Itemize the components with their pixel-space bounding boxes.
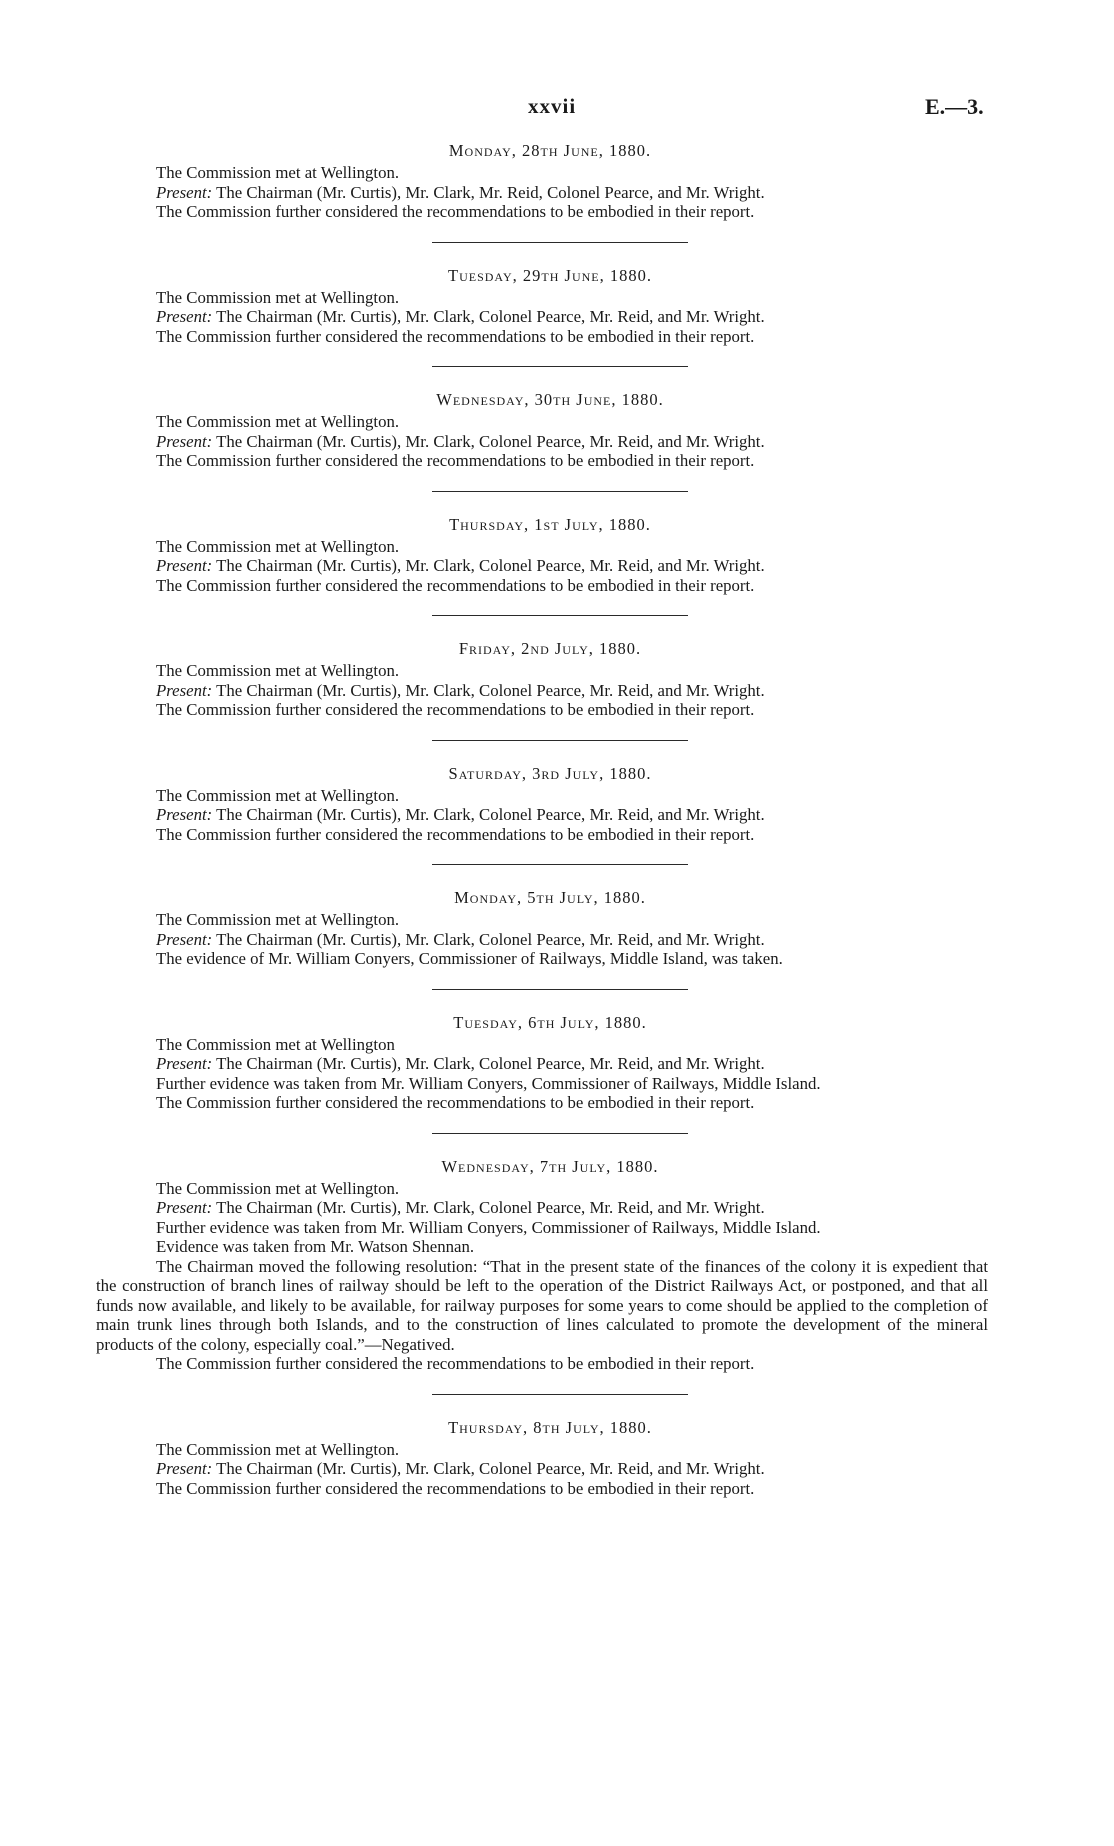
- attendance-list: The Chairman (Mr. Curtis), Mr. Clark, Colonel Pearce, Mr. Reid, and Mr. Wright.: [216, 556, 765, 575]
- minutes-entry: [96, 389, 988, 471]
- entry-paragraph: Evidence was taken from Mr. Watson Shennan.: [156, 1237, 475, 1256]
- divider-rule: [432, 366, 688, 367]
- entry-paragraph: The Commission further considered the recommendations to be embodied in their report.: [156, 202, 755, 221]
- entry-date: Wednesday, 7th July, 1880.: [441, 1156, 659, 1176]
- entry-date: Friday, 2nd July, 1880.: [458, 639, 642, 658]
- attendance-paragraph: [96, 183, 988, 203]
- attendance-paragraph: [96, 1054, 988, 1074]
- attendance-list: The Chairman (Mr. Curtis), Mr. Clark, Colonel Pearce, Mr. Reid, and Mr. Wright.: [216, 307, 765, 326]
- present-label: Present:: [156, 307, 213, 326]
- attendance-paragraph: [96, 307, 988, 327]
- entry-date: Monday, 5th July, 1880.: [454, 888, 646, 907]
- minutes-entry: [96, 763, 988, 845]
- present-label: Present:: [156, 1054, 213, 1073]
- divider-rule: [432, 1133, 688, 1134]
- minutes-entry: [96, 1417, 988, 1499]
- document-reference: E.—3.: [925, 94, 984, 119]
- entry-paragraph: Further evidence was taken from Mr. William Conyers, Commissioner of Railways, Middle Island.: [156, 1073, 821, 1093]
- entry-paragraph: The Commission further considered the recommendations to be embodied in their report.: [156, 700, 755, 719]
- attendance-list: The Chairman (Mr. Curtis), Mr. Clark, Mr. Reid, Colonel Pearce, and Mr. Wright.: [216, 182, 765, 202]
- entry-date: Wednesday, 30th June, 1880.: [436, 390, 664, 409]
- entry-date: Tuesday, 6th July, 1880.: [453, 1012, 647, 1032]
- present-label: Present:: [156, 1459, 213, 1478]
- minutes-entry: [96, 887, 988, 969]
- present-label: Present:: [156, 929, 213, 949]
- entry-paragraph: The Commission further considered the recommendations to be embodied in their report.: [156, 1093, 755, 1112]
- entry-paragraph: The Commission met at Wellington.: [156, 1439, 400, 1459]
- entry-paragraph: The Commission met at Wellington.: [156, 536, 400, 556]
- page-header: [0, 94, 1114, 124]
- attendance-paragraph: [96, 681, 988, 701]
- minutes-entry: [96, 1156, 988, 1374]
- divider-rule: [432, 615, 688, 616]
- attendance-paragraph: [96, 1198, 988, 1218]
- attendance-list: The Chairman (Mr. Curtis), Mr. Clark, Colonel Pearce, Mr. Reid, and Mr. Wright.: [216, 431, 765, 451]
- entry-paragraph: The Commission met at Wellington.: [156, 412, 400, 431]
- minutes-entry: [96, 1012, 988, 1113]
- minutes-entry: [96, 140, 988, 222]
- entry-date: Saturday, 3rd July, 1880.: [448, 763, 652, 783]
- entry-paragraph: The Commission further considered the recommendations to be embodied in their report.: [156, 1354, 755, 1373]
- entry-paragraph: The Commission met at Wellington.: [156, 661, 400, 680]
- attendance-paragraph: [96, 432, 988, 452]
- entry-date: Tuesday, 29th June, 1880.: [448, 265, 652, 285]
- entry-date: Thursday, 1st July, 1880.: [449, 514, 651, 534]
- entry-paragraph: The Commission met at Wellington.: [156, 287, 400, 307]
- entry-paragraph: The Commission further considered the recommendations to be embodied in their report.: [156, 1478, 755, 1498]
- present-label: Present:: [156, 680, 213, 700]
- minutes-entry: [96, 265, 988, 347]
- attendance-list: The Chairman (Mr. Curtis), Mr. Clark, Colonel Pearce, Mr. Reid, and Mr. Wright.: [216, 929, 765, 949]
- divider-rule: [432, 1394, 688, 1395]
- divider-rule: [432, 491, 688, 492]
- attendance-list: The Chairman (Mr. Curtis), Mr. Clark, Colonel Pearce, Mr. Reid, and Mr. Wright.: [216, 1054, 765, 1073]
- present-label: Present:: [156, 1198, 213, 1217]
- entry-date: Thursday, 8th July, 1880.: [448, 1417, 652, 1437]
- divider-rule: [432, 989, 688, 990]
- present-label: Present:: [156, 556, 213, 575]
- entry-paragraph: The Commission met at Wellington.: [156, 910, 400, 929]
- attendance-list: The Chairman (Mr. Curtis), Mr. Clark, Colonel Pearce, Mr. Reid, and Mr. Wright.: [216, 680, 765, 700]
- entry-paragraph: The Commission further considered the recommendations to be embodied in their report.: [156, 575, 755, 595]
- entry-paragraph: The Commission further considered the recommendations to be embodied in their report.: [156, 326, 755, 346]
- attendance-paragraph: [96, 805, 988, 825]
- entry-paragraph: The Commission met at Wellington.: [156, 1178, 400, 1198]
- entry-paragraph: Further evidence was taken from Mr. William Conyers, Commissioner of Railways, Middle Island.: [156, 1217, 821, 1237]
- minutes-entry: [96, 514, 988, 596]
- resolution-paragraph: The Chairman moved the following resolution: “That in the present state of the finances of the colony it is expedient that the construction of branch lines of railway should be left to the operation of the District Railways Act, or postponed, and that all funds now available, and likely to be available, for railway purposes for some years to come should be applied to the completion of main trunk lines through both Islands, and to the construction of lines calculated to promote the development of the mineral products of the colony, especially coal.”—Negatived.: [96, 1256, 988, 1354]
- minutes-content: [96, 140, 988, 1498]
- divider-rule: [432, 242, 688, 243]
- minutes-entry: [96, 638, 988, 720]
- entry-paragraph: The Commission met at Wellington.: [156, 163, 400, 182]
- page-number: xxvii: [528, 94, 577, 118]
- entry-paragraph: The Commission met at Wellington: [156, 1034, 395, 1054]
- entry-paragraph: The Commission further considered the recommendations to be embodied in their report.: [156, 824, 755, 844]
- present-label: Present:: [156, 805, 213, 824]
- attendance-paragraph: [96, 556, 988, 576]
- attendance-list: The Chairman (Mr. Curtis), Mr. Clark, Colonel Pearce, Mr. Reid, and Mr. Wright.: [216, 1198, 765, 1217]
- entry-date: Monday, 28th June, 1880.: [448, 141, 652, 160]
- entry-paragraph: The Commission further considered the recommendations to be embodied in their report.: [156, 451, 755, 470]
- entry-paragraph: The evidence of Mr. William Conyers, Commissioner of Railways, Middle Island, was taken.: [156, 949, 783, 968]
- attendance-paragraph: [96, 1459, 988, 1479]
- attendance-paragraph: [96, 930, 988, 950]
- attendance-list: The Chairman (Mr. Curtis), Mr. Clark, Colonel Pearce, Mr. Reid, and Mr. Wright.: [216, 1459, 765, 1478]
- divider-rule: [432, 864, 688, 865]
- divider-rule: [432, 740, 688, 741]
- entry-paragraph: The Commission met at Wellington.: [156, 785, 400, 805]
- attendance-list: The Chairman (Mr. Curtis), Mr. Clark, Colonel Pearce, Mr. Reid, and Mr. Wright.: [216, 805, 765, 824]
- present-label: Present:: [156, 431, 213, 451]
- present-label: Present:: [156, 182, 213, 202]
